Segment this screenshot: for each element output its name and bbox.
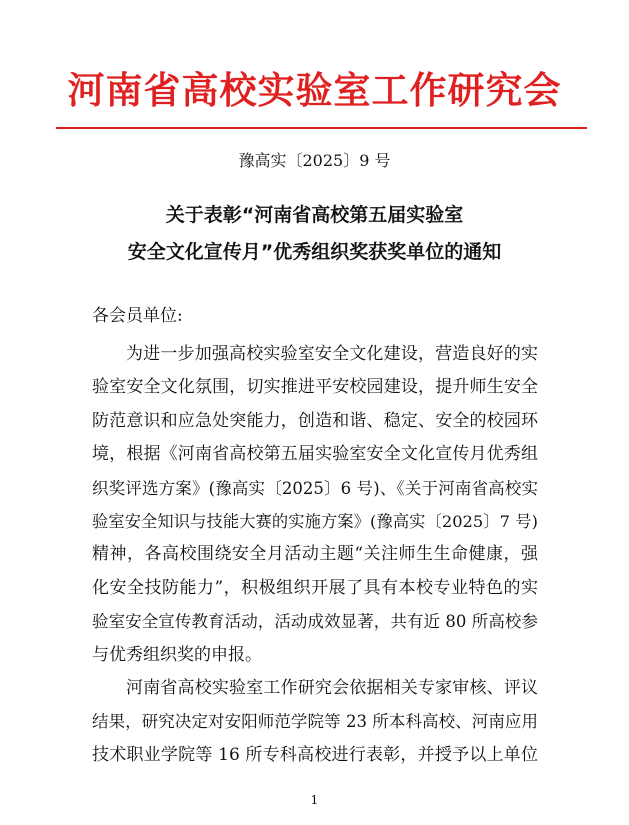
- paragraph-2: [92, 672, 538, 772]
- paragraph-line: 为进一步加强高校实验室安全文化建设，营造良好的实: [126, 344, 538, 364]
- header-red-rule: [56, 127, 587, 129]
- paragraph-line: 织奖评选方案》(豫高实〔2025〕6 号)、《关于河南省高校实: [92, 478, 538, 498]
- notice-title-line-2: 安全文化宣传月”优秀组织奖获奖单位的通知: [127, 241, 502, 263]
- page-number: 1: [310, 793, 319, 807]
- paragraph-line: 验室安全宣传教育活动，活动成效显著，共有近 80 所高校参: [92, 612, 538, 632]
- paragraph-line: 化安全技防能力”，积极组织开展了具有本校专业特色的实: [92, 577, 538, 598]
- document-number: 豫高实〔2025〕9 号: [238, 151, 391, 170]
- paragraph-line: 技术职业学院等 16 所专科高校进行表彰，并授予以上单位: [92, 744, 538, 765]
- paragraph-line: 验室安全知识与技能大赛的实施方案》(豫高实〔2025〕7 号): [92, 511, 538, 531]
- organization-header: 河南省高校实验室工作研究会: [67, 68, 562, 112]
- paragraph-line: 精神，各高校围绕安全月活动主题“关注师生生命健康，强: [92, 544, 538, 565]
- paragraph-line: 验室安全文化氛围，切实推进平安校园建设，提升师生安全: [92, 377, 538, 398]
- paragraph-line: 境，根据《河南省高校第五届实验室安全文化宣传月优秀组: [92, 444, 538, 465]
- paragraph-line: 河南省高校实验室工作研究会依据相关专家审核、评议: [126, 678, 538, 698]
- paragraph-line: 与优秀组织奖的申报。: [92, 644, 262, 665]
- salutation: 各会员单位:: [92, 306, 183, 326]
- notice-title-line-1: 关于表彰“河南省高校第五届实验室: [165, 204, 464, 226]
- paragraph-line: 防范意识和应急处突能力，创造和谐、稳定、安全的校园环: [92, 410, 538, 431]
- paragraph-1: [92, 338, 538, 672]
- paragraph-line: 结果，研究决定对安阳师范学院等 23 所本科高校、河南应用: [92, 712, 538, 732]
